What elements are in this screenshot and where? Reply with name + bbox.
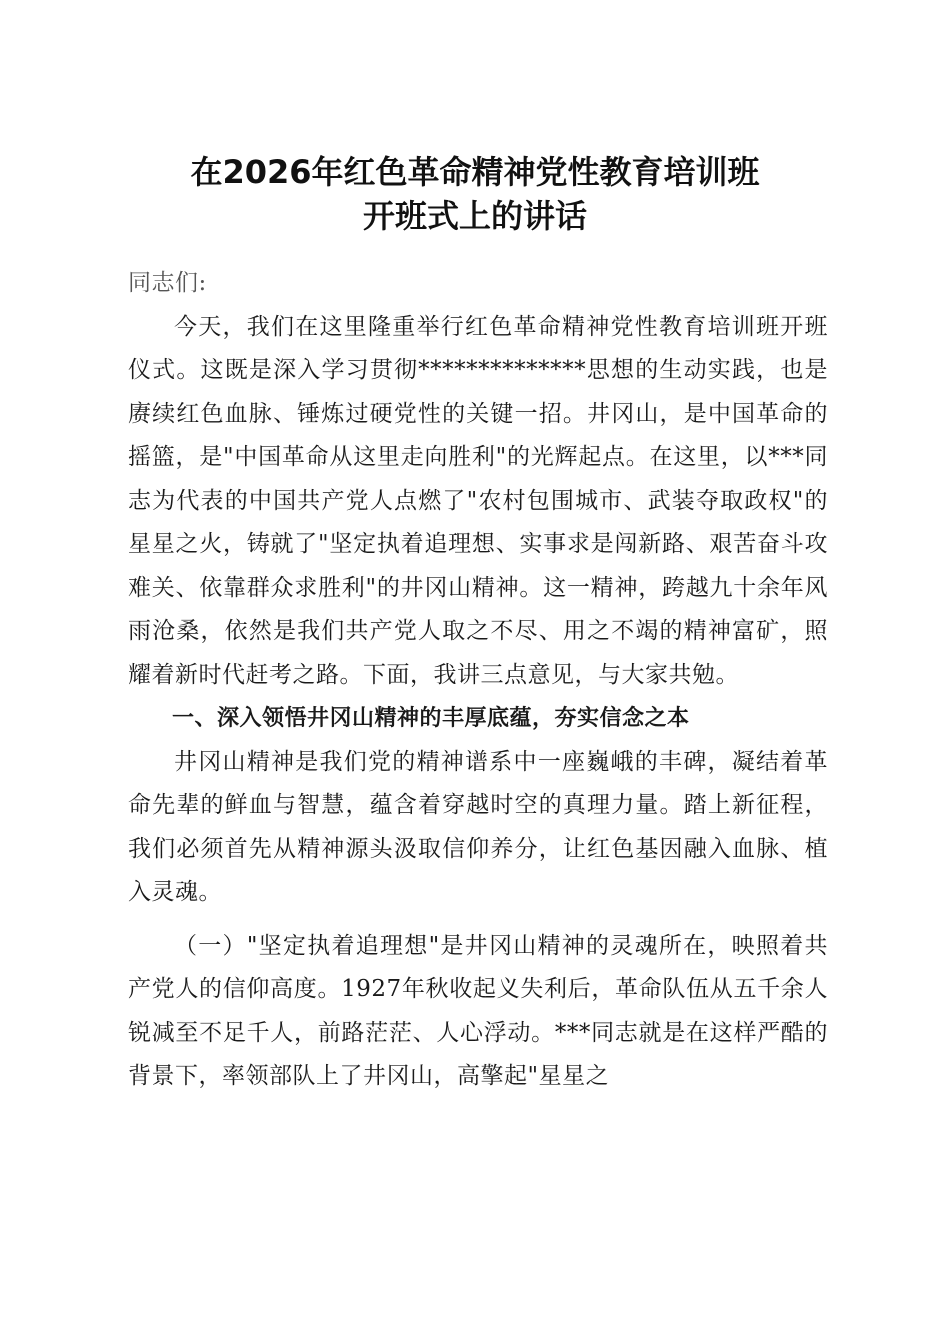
- intro-paragraph: 今天，我们在这里隆重举行红色革命精神党性教育培训班开班仪式。这既是深入学习贯彻**************思想的生动实践，也是赓续红色血脉、锤炼过硬党性的关键一招。井冈山，是中国革命的摇篮，是"中国革命从这里走向胜利"的光辉起点。在这里，以***同志为代表的中国共产党人点燃了"农村包围城市、武装夺取政权"的星星之火，铸就了"坚定执着追理想、实事求是闯新路、艰苦奋斗攻难关、依靠群众求胜利"的井冈山精神。这一精神，跨越九十余年风雨沧桑，依然是我们共产党人取之不尽、用之不竭的精神富矿，照耀着新时代赶考之路。下面，我讲三点意见，与大家共勉。: [128, 313, 828, 688]
- section-1-paragraph: 井冈山精神是我们党的精神谱系中一座巍峨的丰碑，凝结着革命先辈的鲜血与智慧，蕴含着穿越时空的真理力量。踏上新征程，我们必须首先从精神源头汲取信仰养分，让红色基因融入血脉、植入灵魂。: [128, 748, 828, 905]
- subsection-heading-1: （一）"坚定执着追理想"是井冈山精神的灵魂所在，映照着共产党人的信仰高度。: [128, 932, 828, 1002]
- section-heading-1: 一、深入领悟井冈山精神的丰厚底蕴，夯实信念之本: [172, 706, 690, 731]
- title-line-2: 开班式上的讲话: [362, 197, 587, 235]
- subsection-1-text: 1927年秋收起义失利后，革命队伍从五千余人锐减至不足千人，前路茫茫、人心浮动。***同志就是在这样严酷的背景下，率领部队上了井冈山，高擎起"星星之: [128, 976, 828, 1089]
- salutation: 同志们:: [128, 270, 207, 296]
- title-line-1: 在2026年红色革命精神党性教育培训班: [190, 153, 760, 191]
- subsection-paragraph: [128, 925, 828, 1099]
- document-title: [0, 150, 950, 238]
- document-body: [128, 262, 828, 1099]
